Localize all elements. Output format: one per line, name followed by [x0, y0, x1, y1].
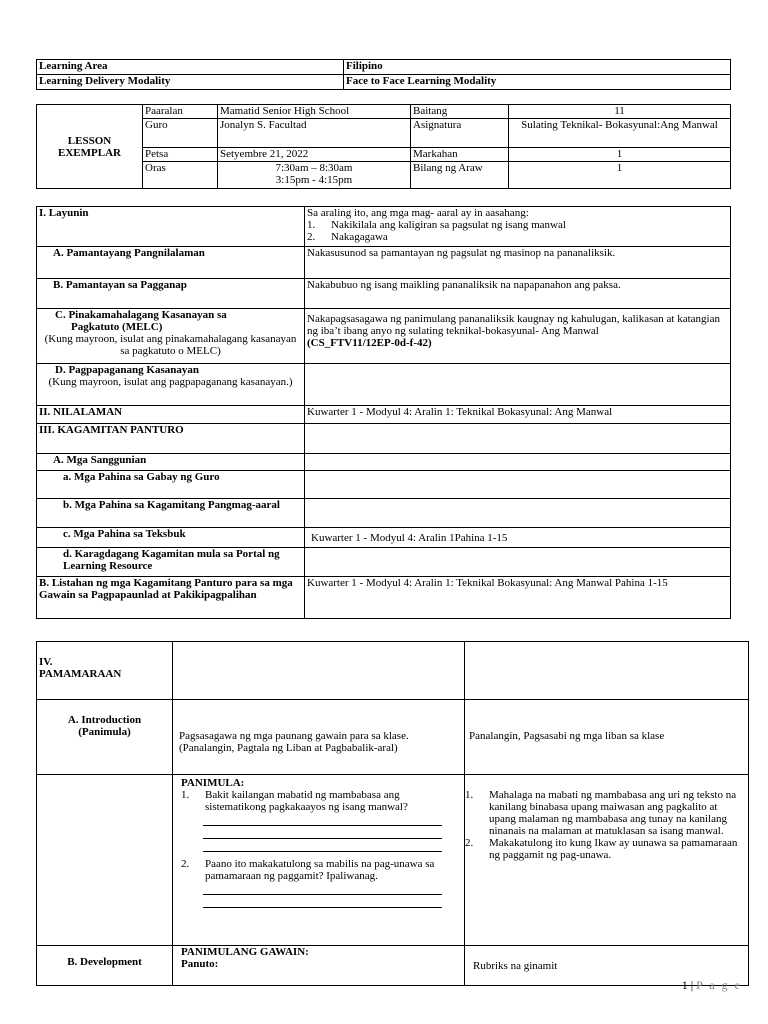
introduction-activities: Pagsasagawa ng mga paunang gawain para sa klase. (Panalangin, Pagtala ng Liban at Pagbabalik-aral)	[173, 700, 465, 775]
oras-value-2: 3:15pm - 4:15pm	[275, 174, 353, 186]
pamamaraan-col2	[173, 642, 465, 700]
sanggunian-value	[305, 454, 731, 471]
baitang-value: 11	[509, 105, 731, 119]
title-line1: LESSON	[67, 134, 112, 147]
panimula-questions	[173, 775, 465, 946]
kagamitan-value	[305, 424, 731, 454]
lesson-exemplar-title	[37, 105, 143, 189]
melc-code: (CS_FTV11/12EP-0d-f-42)	[307, 337, 432, 349]
nilalaman-label: II. NILALAMAN	[37, 406, 305, 424]
guro-label: Guro	[143, 119, 218, 148]
development-label: B. Development	[37, 946, 173, 986]
melc-note: (Kung mayroon, isulat ang pinakamahalagang kasanayan sa pagkatuto o MELC)	[44, 333, 297, 357]
answer-1: 1. Mahalaga na mabati ng mambabasa ang uri ng teksto na kanilang binabasa upang maiwasan ang pagkalito at upang malaman ng mambabasa ang tunay na kanilang ninanais na malaman at matuklasan sa isang manwal.	[465, 789, 737, 837]
pagpapaganang-label	[37, 364, 305, 406]
learning-area-label: Learning Area	[37, 60, 344, 75]
melc-label	[37, 309, 305, 364]
pamantayan-pagganap-value: Nakabubuo ng isang maikling pananaliksik na napapanahon ang paksa.	[305, 279, 731, 309]
page-separator: |	[690, 978, 694, 992]
paaralan-value: Mamatid Senior High School	[218, 105, 411, 119]
pagpapaganang-note: (Kung mayroon, isulat ang pagpapaganang kasanayan.)	[48, 376, 293, 388]
answer-line	[203, 897, 442, 908]
bilang-value: 1	[509, 162, 731, 189]
question-1: 1. Bakit kailangan mabatid ng mambabasa ang sistematikong pagkakaayos ng isang manwal?	[181, 789, 408, 813]
introduction-title: A. Introduction	[67, 714, 142, 726]
pamamaraan-label	[37, 642, 173, 700]
panimula-subtitle: (Panimula)	[78, 726, 131, 738]
markahan-label: Markahan	[411, 148, 509, 162]
title-line2: EXEMPLAR	[58, 146, 121, 159]
melc-label-1: C. Pinakamahalagang Kasanayan sa	[55, 309, 227, 321]
development-activity	[173, 946, 465, 986]
portal-learning-resource-value	[305, 548, 731, 577]
layunin-item-2: 2. Nakagagawa	[307, 231, 388, 243]
answer-line	[203, 841, 442, 852]
sanggunian-label: A. Mga Sanggunian	[37, 454, 305, 471]
petsa-value: Setyembre 21, 2022	[218, 148, 411, 162]
answer-2: 2. Makakatulong ito kung Ikaw ay uunawa sa pamamaraan ng paggamit ng pag-unawa.	[465, 837, 738, 861]
listahan-kagamitan-label: B. Listahan ng mga Kagamitang Panturo para sa mga Gawain sa Pagpapaunlad at Pakikipagpalihan	[37, 577, 305, 619]
rubriks-label: Rubriks na ginamit	[465, 946, 749, 986]
pagpapaganang-value	[305, 364, 731, 406]
panuto-label: Panuto:	[181, 958, 219, 970]
paaralan-label: Paaralan	[143, 105, 218, 119]
modality-value: Face to Face Learning Modality	[344, 75, 731, 90]
oras-value	[218, 162, 411, 189]
answer-line	[203, 884, 442, 895]
layunin-value	[305, 207, 731, 247]
petsa-label: Petsa	[143, 148, 218, 162]
answer-line	[203, 815, 442, 826]
listahan-kagamitan-value: Kuwarter 1 - Modyul 4: Aralin 1: Teknikal Bokasyunal: Ang Manwal Pahina 1-15	[305, 577, 731, 619]
teksbuk-label: c. Mga Pahina sa Teksbuk	[37, 528, 305, 548]
kagamitang-pangmag-aaral-value	[305, 499, 731, 528]
kagamitang-pangmag-aaral-label: b. Mga Pahina sa Kagamitang Pangmag-aaral	[37, 499, 305, 528]
header-table	[36, 59, 731, 90]
page-number: 1	[681, 978, 688, 992]
gabay-guro-label: a. Mga Pahina sa Gabay ng Guro	[37, 471, 305, 499]
layunin-label: I. Layunin	[37, 207, 305, 247]
answer-line	[203, 828, 442, 839]
objectives-table	[36, 206, 731, 619]
page-word: P a g e	[696, 978, 742, 992]
page-footer	[682, 978, 742, 993]
question-2: 2. Paano ito makakatulong sa mabilis na pag-unawa sa pamamaraan ng paggamit? Ipaliwanag.	[181, 858, 435, 882]
exemplar-table	[36, 104, 731, 189]
oras-label: Oras	[143, 162, 218, 189]
asignatura-value: Sulating Teknikal- Bokasyunal:Ang Manwal	[509, 119, 731, 148]
portal-learning-resource-label: d. Karagdagang Kagamitan mula sa Portal ng Learning Resource	[37, 548, 305, 577]
melc-text: Nakapagsasagawa ng panimulang pananaliksik kaugnay ng kahulugan, kalikasan at katangian ng iba’t ibang anyo ng sulating teknikal-bokasyunal- Ang Manwal	[307, 313, 720, 337]
pamantayan-pagganap-label: B. Pamantayan sa Pagganap	[37, 279, 305, 309]
kagamitan-label: III. KAGAMITAN PANTURO	[37, 424, 305, 454]
panimula-answers	[465, 775, 749, 946]
iv-label: IV.	[39, 656, 53, 668]
procedure-table	[36, 641, 749, 986]
melc-label-2: Pagkatuto (MELC)	[71, 321, 163, 333]
layunin-intro: Sa araling ito, ang mga mag- aaral ay in aasahang:	[307, 207, 529, 219]
panimula-title: PANIMULA:	[181, 777, 245, 789]
panimulang-gawain-title: PANIMULANG GAWAIN:	[181, 946, 309, 958]
learning-area-value: Filipino	[344, 60, 731, 75]
pagpapaganang-title: D. Pagpapaganang Kasanayan	[55, 364, 199, 376]
modality-label: Learning Delivery Modality	[37, 75, 344, 90]
pamantayang-pangnilalaman-value: Nakasusunod sa pamantayan ng pagsulat ng masinop na pananaliksik.	[305, 247, 731, 279]
gabay-guro-value	[305, 471, 731, 499]
pamantayang-pangnilalaman-label: A. Pamantayang Pangnilalaman	[37, 247, 305, 279]
panimula-empty	[37, 775, 173, 946]
melc-value	[305, 309, 731, 364]
nilalaman-value: Kuwarter 1 - Modyul 4: Aralin 1: Teknikal Bokasyunal: Ang Manwal	[305, 406, 731, 424]
layunin-item-1: 1. Nakikilala ang kaligiran sa pagsulat ng isang manwal	[307, 219, 566, 231]
asignatura-label: Asignatura	[411, 119, 509, 148]
guro-value: Jonalyn S. Facultad	[218, 119, 411, 148]
baitang-label: Baitang	[411, 105, 509, 119]
introduction-label	[37, 700, 173, 775]
teksbuk-value: Kuwarter 1 - Modyul 4: Aralin 1Pahina 1-15	[305, 528, 731, 548]
oras-value-1: 7:30am – 8:30am	[275, 162, 353, 174]
pamamaraan-col3	[465, 642, 749, 700]
pamamaraan-title: PAMAMARAAN	[39, 668, 122, 680]
markahan-value: 1	[509, 148, 731, 162]
bilang-label: Bilang ng Araw	[411, 162, 509, 189]
introduction-response: Panalangin, Pagsasabi ng mga liban sa klase	[465, 700, 749, 775]
